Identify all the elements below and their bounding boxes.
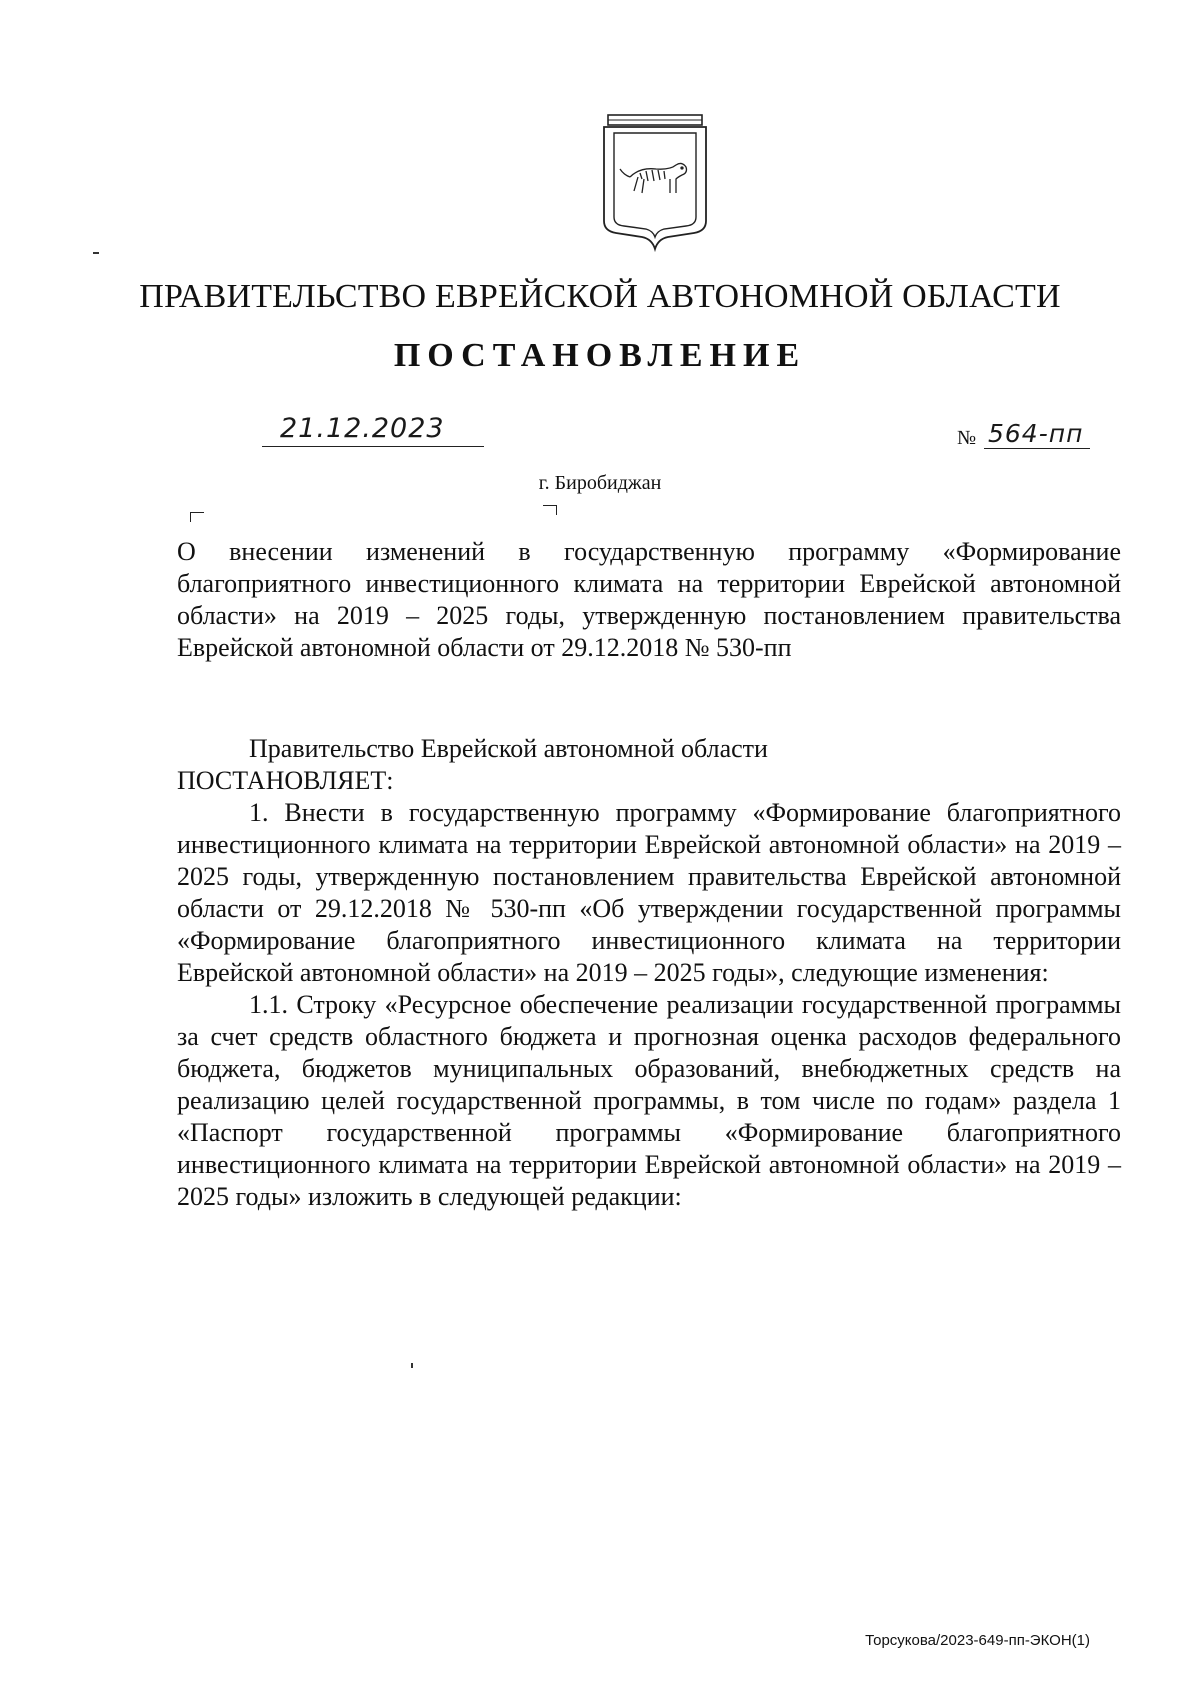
city-name: г. Биробиджан	[538, 472, 662, 494]
document-date-field	[262, 410, 484, 447]
document-body	[177, 733, 1121, 1213]
number-underline	[984, 419, 1090, 449]
document-number-field	[957, 420, 1097, 450]
document-subject: О внесении изменений в государственную программу «Формирование благоприятного инвестиционного климата на территории Еврейской автономной области» на 2019 – 2025 годы, утвержденную постановлением правительства Еврейской автономной области от 29.12.2018 № 530-пп	[177, 537, 1121, 662]
document-date: 21.12.2023	[280, 413, 445, 444]
scan-mark	[411, 1363, 413, 1368]
coat-of-arms-emblem	[600, 113, 710, 255]
corner-mark-left	[190, 512, 204, 522]
paragraph-1: 1. Внести в государственную программу «Формирование благоприятного инвестиционного климата на территории Еврейской автономной области» на 2019 – 2025 годы, утвержденную постановлением правительства Еврейской автономной области от 29.12.2018 № 530-пп «Об утверждении государственной программы «Формирование благоприятного инвестиционного климата на территории Еврейской автономной области» на 2019 – 2025 годы», следующие изменения:	[177, 798, 1121, 987]
paragraph-1-1: 1.1. Строку «Ресурсное обеспечение реализации государственной программы за счет средств областного бюджета и прогнозная оценка расходов федерального бюджета, бюджетов муниципальных образований, внебюджетных средств на реализацию целей государственной программы, в том числе по годам» раздела 1 «Паспорт государственной программы «Формирование благоприятного инвестиционного климата на территории Еврейской автономной области» на 2019 – 2025 годы» изложить в следующей редакции:	[177, 990, 1121, 1211]
footer-document-code: Торсукова/2023-649-пп-ЭКОН(1)	[865, 1632, 1090, 1649]
corner-mark-right	[543, 505, 557, 515]
resolution-verb: ПОСТАНОВЛЯЕТ:	[177, 766, 394, 795]
preamble-line: Правительство Еврейской автономной области	[249, 734, 768, 763]
scan-mark	[93, 252, 99, 254]
document-type-title: ПОСТАНОВЛЕНИЕ	[393, 337, 807, 374]
number-sign: №	[957, 427, 977, 449]
document-number: 564-пп	[988, 419, 1084, 448]
government-title: ПРАВИТЕЛЬСТВО ЕВРЕЙСКОЙ АВТОНОМНОЙ ОБЛАСТИ	[139, 278, 1061, 315]
